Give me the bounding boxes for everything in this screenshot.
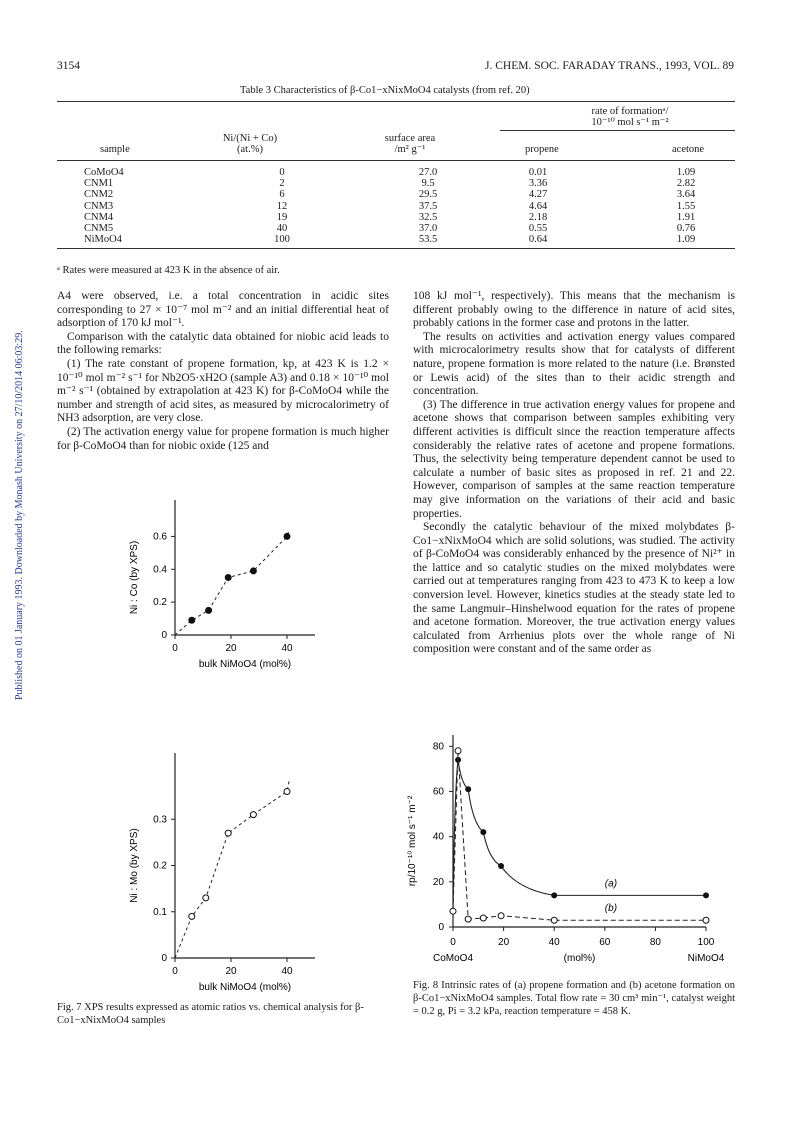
table-cell-ni: 2 xyxy=(279,178,285,190)
table-cell-sample: CNM2 xyxy=(84,189,114,201)
fig7-caption: Fig. 7 XPS results expressed as atomic ratios vs. chemical analysis for β-Co1−xNixMoO4 samples xyxy=(57,1002,364,1027)
table-top-rule xyxy=(57,101,735,102)
y-axis-label: rp/10⁻¹⁰ mol s⁻¹ m⁻² xyxy=(407,795,418,887)
x-tick-label: 20 xyxy=(225,643,237,654)
data-point xyxy=(250,812,256,818)
table-cell-sa: 29.5 xyxy=(418,189,438,201)
table-cell-propene: 4.27 xyxy=(528,189,548,201)
y-tick-label: 0.1 xyxy=(153,906,167,918)
series-b-point xyxy=(703,917,709,923)
table-row xyxy=(57,201,735,212)
table-cell-sample: CNM1 xyxy=(84,178,114,190)
table-cell-sa: 37.5 xyxy=(418,200,438,212)
table-cell-sample: CNM3 xyxy=(84,200,114,212)
x-tick-label: 0 xyxy=(450,937,456,948)
x-axis-label: bulk NiMoO4 (mol%) xyxy=(198,982,292,993)
x-tick-label: 40 xyxy=(281,643,293,654)
x-tick-label: 100 xyxy=(697,937,715,948)
fig8-chart xyxy=(400,715,735,975)
table-col-ni xyxy=(195,133,305,155)
series-a-point xyxy=(480,829,486,835)
y-tick-label: 0.4 xyxy=(153,564,167,576)
table-cell-ni: 100 xyxy=(274,234,290,246)
y-tick-label: 80 xyxy=(432,741,444,753)
y-tick-label: 0 xyxy=(161,630,167,641)
table-cell-ni: 6 xyxy=(279,189,285,201)
table-row xyxy=(57,178,735,189)
x-tick-label: 20 xyxy=(498,937,510,948)
data-point xyxy=(189,913,195,919)
x-tick-label: 40 xyxy=(281,966,293,977)
data-point xyxy=(225,830,231,836)
series-b-point xyxy=(455,748,461,754)
table-body xyxy=(57,167,735,245)
table-footnote: ᵃ Rates were measured at 423 K in the absence of air. xyxy=(57,265,280,276)
rate-header-2: 10⁻¹⁰ mol s⁻¹ m⁻² xyxy=(591,117,669,128)
series-a-point xyxy=(703,892,709,898)
series-a-label: (a) xyxy=(604,878,618,890)
download-note xyxy=(2,280,25,700)
table-caption: Table 3 Characteristics of β-Co1−xNixMoO4 catalysts (from ref. 20) xyxy=(240,85,530,96)
table-cell-sample: CNM5 xyxy=(84,222,114,234)
series-a-point xyxy=(465,786,471,792)
table-cell-acetone: 1.55 xyxy=(676,200,696,212)
table-cell-acetone: 2.82 xyxy=(676,178,696,190)
right-para-4: Secondly the catalytic behaviour of the mixed molybdates β-Co1−xNixMoO4 which are solid solutions, was studied. The activity of β-CoMoO4 was considerably enhanced by the presence of Ni²⁺ in the lattice and so catalytic studies on the mixed molybdates were carried out at temperatures ranging from 423 to 473 K to keep a low conversion level. However, kinetics studies at the steady state led to the same Langmuir–Hinshelwood equation for the rates of propene and acetone formation. Moreover, the true activation energy values calculated from Arrhenius plots over the whole range of Ni composition were constant and of the same order as xyxy=(413,521,735,656)
data-point xyxy=(206,607,212,613)
y-tick-label: 0.2 xyxy=(153,597,167,609)
table-col-propene: propene xyxy=(525,144,559,155)
table-cell-acetone: 3.64 xyxy=(676,189,696,201)
fig7b-chart xyxy=(120,748,330,1000)
table-cell-sa: 32.5 xyxy=(418,211,438,223)
data-point xyxy=(284,533,290,539)
table-cell-ni: 0 xyxy=(279,167,285,178)
table-row xyxy=(57,212,735,223)
table-row xyxy=(57,223,735,234)
y-axis-label: Ni : Co (by XPS) xyxy=(129,540,140,615)
series-b-point xyxy=(450,908,456,914)
table-row xyxy=(57,167,735,178)
table-cell-sa: 27.0 xyxy=(418,167,438,178)
table-cell-ni: 19 xyxy=(276,211,288,223)
table-cell-ni: 40 xyxy=(276,222,288,234)
table-row xyxy=(57,189,735,200)
sa-header-1: surface area xyxy=(384,133,436,144)
fig7a-chart xyxy=(120,495,330,765)
series-b-point xyxy=(465,916,471,922)
left-para-1: A4 were observed, i.e. a total concentration in acidic sites corresponding to 27 × 10⁻⁷ mol m⁻² and an initial differential heat of adsorption of 170 kJ mol⁻¹. xyxy=(57,290,389,330)
series-b-point xyxy=(551,917,557,923)
table-cell-propene: 0.64 xyxy=(528,234,548,246)
data-point xyxy=(284,789,290,795)
x-end-label-right: NiMoO4 xyxy=(687,953,725,964)
sa-header-2: /m² g⁻¹ xyxy=(394,144,426,155)
table-head-rule xyxy=(57,160,735,161)
y-tick-label: 0 xyxy=(438,922,444,933)
page-number: 3154 xyxy=(57,60,80,72)
x-tick-label: 80 xyxy=(649,937,661,948)
data-point xyxy=(189,617,195,623)
rate-header-1: rate of formationᵃ/ xyxy=(591,106,669,117)
y-tick-label: 0.6 xyxy=(153,531,167,543)
ni-header-1: Ni/(Ni + Co) xyxy=(222,133,278,144)
series-b-label: (b) xyxy=(604,903,618,915)
table-cell-sa: 53.5 xyxy=(418,234,438,246)
table-cell-ni: 12 xyxy=(276,200,288,212)
table-cell-propene: 4.64 xyxy=(528,200,548,212)
download-note-text: Published on 01 January 1993. Downloaded by Monash University on 27/10/2014 06:03:29. xyxy=(14,330,25,700)
right-para-3: (3) The difference in true activation energy values for propene and acetone shows that comparison between samples exhibiting very different activities is difficult since the reaction temperature affects considerably the relative rates of acetone and propene formations. Thus, the selectivity being temperature dependent cannot be used to calculate a number of basic sites as proposed in ref. 21 and 22. However, comparison of samples at the same reaction temperature may give information on the variations of their acid and basic properties. xyxy=(413,398,735,520)
table-col-rate xyxy=(540,106,720,128)
table-cell-acetone: 0.76 xyxy=(676,222,696,234)
data-point xyxy=(203,895,209,901)
y-tick-label: 60 xyxy=(432,786,444,798)
series-b-line xyxy=(453,751,706,920)
x-tick-label: 60 xyxy=(599,937,611,948)
right-para-2: The results on activities and activation energy values compared with microcalorimetry results show that for catalysts of different nature, propene formation is more related to the nature (i.e. Brønsted or Lewis acid) of the sites than to their acidic strength and concentration. xyxy=(413,330,735,398)
x-tick-label: 0 xyxy=(172,643,178,654)
left-para-2: Comparison with the catalytic data obtained for niobic acid leads to the following remarks: xyxy=(57,330,389,357)
ni-header-2: (at.%) xyxy=(237,144,263,155)
left-para-3: (1) The rate constant of propene formation, kp, at 423 K is 1.2 × 10⁻¹⁰ mol m⁻² s⁻¹ for Nb2O5·xH2O (sample A3) and 0.18 × 10⁻¹⁰ mol m⁻² s⁻¹ (obtained by extrapolation at 423 K) for β-CoMoO4 while the number and strength of acid sites, as measured by microcalorimetry of NH3 adsorption, are very close. xyxy=(57,357,389,425)
y-axis-label: Ni : Mo (by XPS) xyxy=(129,828,140,903)
x-tick-label: 0 xyxy=(172,966,178,977)
table-cell-propene: 3.36 xyxy=(528,178,548,190)
table-bottom-rule xyxy=(57,248,735,249)
data-point xyxy=(225,575,231,581)
data-point xyxy=(250,568,256,574)
table-cell-sample: CNM4 xyxy=(84,211,114,223)
x-axis-label: bulk NiMoO4 (mol%) xyxy=(198,659,292,670)
table-col-acetone: acetone xyxy=(672,144,705,155)
table-cell-sample: CoMoO4 xyxy=(84,167,124,178)
y-tick-label: 20 xyxy=(432,876,444,888)
x-axis-label: (mol%) xyxy=(563,953,596,964)
series-b-point xyxy=(498,913,504,919)
y-tick-label: 0.3 xyxy=(153,814,167,826)
table-cell-acetone: 1.09 xyxy=(676,234,696,246)
x-end-label-left: CoMoO4 xyxy=(432,953,474,964)
table-col-sa xyxy=(360,133,460,155)
table-row xyxy=(57,234,735,245)
journal-header: J. CHEM. SOC. FARADAY TRANS., 1993, VOL. 89 xyxy=(485,60,734,72)
series-a-point xyxy=(551,892,557,898)
y-tick-label: 0 xyxy=(161,953,167,964)
x-tick-label: 40 xyxy=(548,937,560,948)
table-cell-acetone: 1.91 xyxy=(676,211,696,223)
x-tick-label: 20 xyxy=(225,966,237,977)
y-tick-label: 0.2 xyxy=(153,860,167,872)
series-a-point xyxy=(498,863,504,869)
series-b-point xyxy=(480,915,486,921)
table-cell-sa: 37.0 xyxy=(418,222,438,234)
series-a-line xyxy=(453,760,706,911)
fig8-caption: Fig. 8 Intrinsic rates of (a) propene formation and (b) acetone formation on β-Co1−xNixMoO4 samples. Total flow rate = 30 cm³ min⁻¹, catalyst weight = 0.2 g, Pi = 3.2 kPa, reaction temperature = 458 K. xyxy=(413,980,735,1018)
table-cell-acetone: 1.09 xyxy=(676,167,696,178)
right-para-1: 108 kJ mol⁻¹, respectively). This means that the mechanism is different probably owing to the difference in nature of acid sites, probably cations in the former case and protons in the latter. xyxy=(413,290,735,330)
y-tick-label: 40 xyxy=(432,831,444,843)
table-cell-propene: 2.18 xyxy=(528,211,548,223)
table-cell-propene: 0.01 xyxy=(528,167,548,178)
table-cell-sample: NiMoO4 xyxy=(84,234,122,246)
table-cell-propene: 0.55 xyxy=(528,222,548,234)
table-col-sample: sample xyxy=(100,144,130,155)
table-sub-rule xyxy=(500,130,735,131)
left-column xyxy=(57,290,389,453)
left-para-4: (2) The activation energy value for propene formation is much higher for β-CoMoO4 than for niobic oxide (125 and xyxy=(57,425,389,452)
right-column xyxy=(413,290,735,657)
trend-line xyxy=(175,780,289,958)
table-cell-sa: 9.5 xyxy=(421,178,435,190)
